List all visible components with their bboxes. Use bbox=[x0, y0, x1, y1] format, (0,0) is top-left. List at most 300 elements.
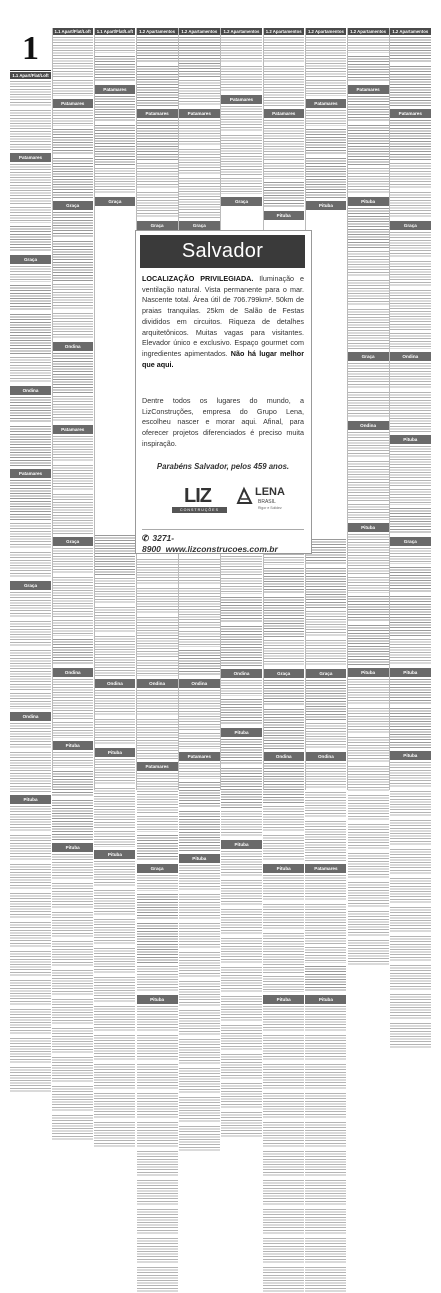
neighborhood-label: Patamares bbox=[263, 109, 304, 118]
listing-text bbox=[10, 893, 51, 919]
listing-text bbox=[390, 965, 431, 991]
classified-column bbox=[390, 28, 431, 790]
listing-text bbox=[348, 911, 389, 937]
listing-text bbox=[348, 737, 389, 763]
listing-text bbox=[137, 1093, 178, 1119]
listing-text bbox=[221, 938, 262, 964]
listing-text bbox=[94, 1035, 135, 1061]
listing-text bbox=[179, 149, 220, 175]
neighborhood-label: Graça bbox=[10, 255, 51, 264]
neighborhood-label: Patamares bbox=[305, 864, 346, 873]
listing-text bbox=[348, 96, 389, 122]
listing-text bbox=[305, 1151, 346, 1177]
listing-text bbox=[94, 759, 135, 785]
listing-text bbox=[305, 1035, 346, 1061]
neighborhood-label: Ondina bbox=[348, 421, 389, 430]
listing-text bbox=[305, 110, 346, 126]
listing-text bbox=[179, 631, 220, 647]
lena-logo-word: LENA bbox=[255, 486, 285, 498]
listing-text bbox=[10, 922, 51, 948]
lena-logo bbox=[236, 483, 291, 515]
listing-text bbox=[263, 597, 304, 637]
phone-icon: ✆ bbox=[142, 533, 150, 543]
listing-text bbox=[348, 168, 389, 194]
listing-text bbox=[348, 596, 389, 622]
listing-text bbox=[52, 129, 93, 155]
listing-text bbox=[52, 353, 93, 393]
listing-text bbox=[137, 894, 178, 920]
listing-text bbox=[52, 110, 93, 126]
listing-text bbox=[221, 811, 262, 837]
ad-body-text: Iluminação e ventilação natural. Vista permanente para o mar. Nascente total. Área útil de 706.799km². 50km de praias tranquilas. 25km de Salão de Festas divididos em circuitos. Riqueza de detalhes arquitetônicos. Muitas vagas para visitantes. Elevador único e exclusivo. Espaço gourmet com ingredientes apimentados. bbox=[142, 274, 304, 358]
listing-text bbox=[52, 37, 93, 77]
neighborhood-label: Graça bbox=[390, 221, 431, 230]
listing-text bbox=[137, 875, 178, 891]
listing-text bbox=[348, 125, 389, 165]
listing-text bbox=[52, 970, 93, 996]
listing-text bbox=[305, 792, 346, 818]
neighborhood-label: Ondina bbox=[390, 352, 431, 361]
neighborhood-label: Pituba bbox=[94, 748, 135, 757]
neighborhood-label: Graça bbox=[263, 669, 304, 678]
neighborhood-label: Patamares bbox=[137, 762, 178, 771]
liz-logo-word: LIZ bbox=[184, 485, 211, 507]
column-header: 1.2 Apartamentos bbox=[179, 28, 220, 35]
listing-text bbox=[305, 1064, 346, 1090]
listing-text bbox=[137, 1064, 178, 1090]
listing-text bbox=[263, 875, 304, 901]
listing-text bbox=[221, 680, 262, 696]
listing-text bbox=[263, 680, 304, 706]
listing-text bbox=[94, 37, 135, 53]
column-header: 1.2 Apartamentos bbox=[263, 28, 304, 35]
listing-text bbox=[221, 1112, 262, 1138]
listing-text bbox=[94, 890, 135, 916]
listing-text bbox=[305, 37, 346, 77]
listing-text bbox=[94, 1006, 135, 1032]
neighborhood-label: Patamares bbox=[52, 425, 93, 434]
listing-text bbox=[348, 37, 389, 53]
neighborhood-label: Patamares bbox=[52, 99, 93, 108]
listing-text bbox=[10, 621, 51, 647]
listing-text bbox=[10, 723, 51, 749]
listing-text bbox=[179, 923, 220, 949]
column-header: 1.2 Apartamentos bbox=[348, 28, 389, 35]
neighborhood-label: Graça bbox=[221, 197, 262, 206]
listing-text bbox=[94, 690, 135, 716]
neighborhood-label: Patamares bbox=[179, 752, 220, 761]
listing-text bbox=[348, 309, 389, 349]
listing-text bbox=[52, 80, 93, 96]
listing-text bbox=[221, 739, 262, 765]
listing-text bbox=[94, 1122, 135, 1148]
listing-text bbox=[263, 1006, 304, 1032]
listing-text bbox=[137, 966, 178, 992]
listing-text bbox=[179, 811, 220, 851]
neighborhood-label: Pituba bbox=[263, 864, 304, 873]
listing-text bbox=[179, 37, 220, 77]
listing-text bbox=[179, 865, 220, 891]
listing-text bbox=[263, 120, 304, 160]
listing-text bbox=[137, 120, 178, 160]
listing-text bbox=[137, 617, 178, 657]
listing-text bbox=[390, 120, 431, 160]
column-header: 1.1 Apart/Flat/Loft bbox=[10, 72, 51, 79]
listing-text bbox=[10, 1067, 51, 1093]
listing-text bbox=[305, 1180, 346, 1206]
listing-text bbox=[10, 980, 51, 1006]
classified-column bbox=[52, 28, 93, 850]
listing-text bbox=[348, 251, 389, 277]
neighborhood-label: Pituba bbox=[390, 668, 431, 677]
listing-text bbox=[10, 1009, 51, 1035]
neighborhood-label: Graça bbox=[10, 581, 51, 590]
column-header: 1.2 Apartamentos bbox=[390, 28, 431, 35]
listing-text bbox=[179, 178, 220, 218]
neighborhood-label: Pituba bbox=[221, 840, 262, 849]
listing-text bbox=[221, 66, 262, 92]
listing-text bbox=[52, 771, 93, 797]
listing-text bbox=[305, 763, 346, 789]
listing-text bbox=[390, 163, 431, 189]
listing-text bbox=[390, 508, 431, 534]
listing-text bbox=[305, 1006, 346, 1032]
listing-text bbox=[179, 1126, 220, 1152]
listing-text bbox=[305, 158, 346, 198]
column-divider bbox=[94, 28, 95, 790]
listing-text bbox=[52, 1057, 93, 1083]
listing-text bbox=[137, 559, 178, 585]
listing-text bbox=[10, 110, 51, 150]
listing-text bbox=[137, 835, 178, 861]
neighborhood-label: Ondina bbox=[305, 752, 346, 761]
neighborhood-label: Pituba bbox=[221, 728, 262, 737]
neighborhood-label: Pituba bbox=[305, 995, 346, 1004]
listing-text bbox=[263, 1151, 304, 1177]
listing-text bbox=[390, 679, 431, 705]
listing-text bbox=[10, 426, 51, 466]
listing-text bbox=[10, 314, 51, 354]
neighborhood-label: Pituba bbox=[263, 211, 304, 220]
listing-text bbox=[390, 392, 431, 432]
neighborhood-label: Pituba bbox=[94, 850, 135, 859]
listing-text bbox=[390, 762, 431, 788]
neighborhood-label: Patamares bbox=[94, 85, 135, 94]
listing-text bbox=[348, 824, 389, 850]
listing-text bbox=[137, 923, 178, 963]
neighborhood-label: Pituba bbox=[179, 854, 220, 863]
neighborhood-label: Pituba bbox=[390, 435, 431, 444]
listing-text bbox=[263, 182, 304, 208]
listing-text bbox=[390, 1023, 431, 1049]
liz-logo bbox=[172, 483, 227, 515]
listing-text bbox=[137, 1180, 178, 1206]
listing-text bbox=[10, 81, 51, 107]
lena-logo-sub: BRASIL bbox=[258, 499, 276, 505]
listing-text bbox=[221, 1054, 262, 1080]
listing-text bbox=[221, 106, 262, 132]
neighborhood-label: Ondina bbox=[94, 679, 135, 688]
listing-text bbox=[52, 548, 93, 574]
listing-text bbox=[137, 1035, 178, 1061]
listing-text bbox=[263, 763, 304, 803]
neighborhood-label: Patamares bbox=[137, 109, 178, 118]
listing-text bbox=[263, 1035, 304, 1061]
listing-text bbox=[221, 909, 262, 935]
listing-text bbox=[137, 163, 178, 189]
listing-text bbox=[94, 168, 135, 194]
neighborhood-label: Pituba bbox=[348, 197, 389, 206]
neighborhood-label: Patamares bbox=[348, 85, 389, 94]
column-header: 1.1 Apart/Flat/Loft bbox=[94, 28, 135, 35]
neighborhood-label: Ondina bbox=[10, 712, 51, 721]
ad-phone: 3271-8900 bbox=[142, 533, 175, 554]
listing-text bbox=[179, 952, 220, 978]
neighborhood-label: Ondina bbox=[137, 679, 178, 688]
listing-text bbox=[263, 37, 304, 63]
listing-text bbox=[10, 1038, 51, 1064]
listing-text bbox=[94, 719, 135, 745]
listing-text bbox=[179, 1010, 220, 1036]
listing-text bbox=[52, 284, 93, 310]
listing-text bbox=[94, 1093, 135, 1119]
listing-text bbox=[179, 650, 220, 676]
neighborhood-label: Graça bbox=[390, 537, 431, 546]
listing-text bbox=[179, 690, 220, 730]
ad-body-second: Dentre todos os lugares do mundo, a LizConstruções, empresa do Grupo Lena, escolheu nascer e morar aqui. Afinal, para oferecer projetos diferenciados é preciso muita inspiração. bbox=[142, 396, 304, 448]
listing-text bbox=[52, 465, 93, 491]
listing-text bbox=[390, 363, 431, 389]
column-header: 1.2 Apartamentos bbox=[305, 28, 346, 35]
listing-text bbox=[94, 578, 135, 604]
listing-text bbox=[305, 1267, 346, 1293]
listing-text bbox=[263, 904, 304, 930]
neighborhood-label: Graça bbox=[348, 352, 389, 361]
neighborhood-label: Pituba bbox=[10, 795, 51, 804]
listing-text bbox=[348, 679, 389, 705]
listing-text bbox=[179, 559, 220, 585]
listing-text bbox=[263, 163, 304, 179]
listing-text bbox=[305, 904, 346, 944]
listing-text bbox=[390, 994, 431, 1020]
listing-text bbox=[390, 849, 431, 875]
listing-text bbox=[390, 596, 431, 636]
listing-text bbox=[348, 208, 389, 248]
listing-text bbox=[10, 693, 51, 709]
listing-text bbox=[221, 1083, 262, 1109]
listing-text bbox=[10, 752, 51, 792]
listing-text bbox=[390, 548, 431, 564]
listing-text bbox=[137, 690, 178, 716]
ad-website[interactable]: www.lizconstrucoes.com.br bbox=[165, 544, 278, 554]
listing-text bbox=[52, 999, 93, 1025]
listing-text bbox=[390, 261, 431, 287]
listing-text bbox=[10, 266, 51, 282]
listing-text bbox=[390, 820, 431, 846]
listing-text bbox=[221, 37, 262, 63]
listing-text bbox=[179, 1039, 220, 1065]
listing-text bbox=[10, 397, 51, 423]
listing-text bbox=[10, 951, 51, 977]
listing-text bbox=[305, 947, 346, 963]
ad-body bbox=[142, 274, 304, 370]
neighborhood-label: Ondina bbox=[52, 668, 93, 677]
listing-text bbox=[348, 392, 389, 418]
neighborhood-label: Pituba bbox=[52, 843, 93, 852]
column-header: 1.2 Apartamentos bbox=[137, 28, 178, 35]
lena-logo-tagline: Rigor e Solidez bbox=[258, 506, 282, 510]
listing-text bbox=[179, 80, 220, 106]
listing-text bbox=[137, 66, 178, 106]
listing-text bbox=[305, 723, 346, 749]
listing-text bbox=[52, 158, 93, 198]
listing-text bbox=[10, 357, 51, 383]
listing-text bbox=[52, 212, 93, 238]
listing-text bbox=[10, 207, 51, 223]
column-divider bbox=[347, 28, 348, 790]
neighborhood-label: Ondina bbox=[52, 342, 93, 351]
listing-text bbox=[179, 981, 220, 1007]
neighborhood-label: Pituba bbox=[348, 523, 389, 532]
neighborhood-label: Graça bbox=[52, 201, 93, 210]
listing-text bbox=[390, 567, 431, 593]
listing-text bbox=[10, 552, 51, 578]
ad-title: Salvador bbox=[181, 240, 264, 262]
listing-text bbox=[52, 854, 93, 880]
listing-text bbox=[10, 226, 51, 252]
listing-text bbox=[52, 752, 93, 768]
listing-text bbox=[52, 620, 93, 636]
listing-text bbox=[390, 639, 431, 665]
classified-column bbox=[94, 28, 135, 857]
listing-text bbox=[348, 940, 389, 966]
listing-text bbox=[263, 976, 304, 992]
neighborhood-label: Pituba bbox=[390, 751, 431, 760]
listing-text bbox=[52, 1028, 93, 1054]
listing-text bbox=[179, 763, 220, 779]
listing-text bbox=[10, 835, 51, 861]
listing-text bbox=[10, 592, 51, 618]
listing-text bbox=[94, 96, 135, 122]
listing-text bbox=[52, 436, 93, 462]
listing-text bbox=[137, 37, 178, 63]
listing-text bbox=[52, 577, 93, 617]
listing-text bbox=[52, 1086, 93, 1112]
neighborhood-label: Pituba bbox=[305, 201, 346, 210]
classified-column bbox=[348, 28, 389, 790]
listing-text bbox=[348, 795, 389, 821]
listing-text bbox=[305, 875, 346, 901]
column-header: 1.1 Apart/Flat/Loft bbox=[52, 28, 93, 35]
listing-text bbox=[263, 1180, 304, 1206]
neighborhood-label: Graça bbox=[52, 537, 93, 546]
neighborhood-label: Graça bbox=[179, 221, 220, 230]
neighborhood-label: Graça bbox=[305, 669, 346, 678]
listing-text bbox=[52, 722, 93, 738]
listing-text bbox=[221, 178, 262, 194]
listing-text bbox=[94, 788, 135, 828]
column-divider bbox=[389, 28, 390, 790]
listing-text bbox=[348, 534, 389, 574]
neighborhood-label: Ondina bbox=[263, 752, 304, 761]
listing-text bbox=[348, 504, 389, 520]
listing-text bbox=[305, 1093, 346, 1119]
neighborhood-label: Pituba bbox=[263, 995, 304, 1004]
listing-text bbox=[94, 125, 135, 165]
listing-text bbox=[137, 1151, 178, 1177]
listing-text bbox=[305, 1209, 346, 1235]
listing-text bbox=[305, 1122, 346, 1148]
listing-text bbox=[221, 699, 262, 725]
listing-text bbox=[348, 432, 389, 458]
listing-text bbox=[348, 625, 389, 665]
listing-text bbox=[52, 941, 93, 967]
neighborhood-label: Graça bbox=[137, 221, 178, 230]
classified-column bbox=[10, 72, 51, 802]
listing-text bbox=[137, 1238, 178, 1264]
listing-text bbox=[137, 1006, 178, 1032]
listing-text bbox=[137, 773, 178, 813]
column-header: 1.2 Apartamentos bbox=[221, 28, 262, 35]
listing-text bbox=[221, 851, 262, 877]
listing-text bbox=[390, 66, 431, 106]
listing-text bbox=[348, 766, 389, 792]
listing-text bbox=[94, 861, 135, 887]
listing-text bbox=[305, 129, 346, 155]
listing-text bbox=[305, 80, 346, 96]
listing-text bbox=[305, 640, 346, 666]
liz-logo-sub: CONSTRUÇÕES bbox=[172, 507, 227, 513]
listing-text bbox=[305, 568, 346, 608]
listing-text bbox=[263, 709, 304, 749]
listing-text bbox=[390, 791, 431, 817]
neighborhood-label: Patamares bbox=[221, 95, 262, 104]
listing-text bbox=[305, 966, 346, 992]
listing-text bbox=[221, 578, 262, 594]
ad-footer bbox=[142, 529, 304, 554]
listing-text bbox=[52, 1115, 93, 1141]
listing-text bbox=[137, 816, 178, 832]
listing-text bbox=[390, 37, 431, 63]
listing-text bbox=[390, 192, 431, 218]
neighborhood-label: Pituba bbox=[348, 668, 389, 677]
listing-text bbox=[94, 948, 135, 974]
listing-text bbox=[94, 607, 135, 633]
listing-text bbox=[390, 878, 431, 904]
listing-text bbox=[137, 1209, 178, 1235]
listing-text bbox=[263, 1238, 304, 1264]
neighborhood-label: Patamares bbox=[10, 469, 51, 478]
listing-text bbox=[390, 290, 431, 330]
listing-text bbox=[221, 967, 262, 993]
neighborhood-label: Patamares bbox=[390, 109, 431, 118]
listing-text bbox=[10, 650, 51, 690]
listing-text bbox=[390, 936, 431, 962]
listing-text bbox=[179, 120, 220, 146]
listing-text bbox=[137, 588, 178, 614]
listing-text bbox=[263, 1122, 304, 1148]
neighborhood-label: Patamares bbox=[10, 153, 51, 162]
listing-text bbox=[390, 489, 431, 505]
ad-body-end: Não há lugar melhor que aqui. bbox=[142, 348, 304, 369]
listing-text bbox=[263, 1093, 304, 1119]
listing-text bbox=[305, 611, 346, 637]
listing-text bbox=[390, 708, 431, 748]
listing-text bbox=[221, 135, 262, 175]
listing-text bbox=[390, 446, 431, 486]
neighborhood-label: Pituba bbox=[137, 995, 178, 1004]
listing-text bbox=[263, 568, 304, 594]
